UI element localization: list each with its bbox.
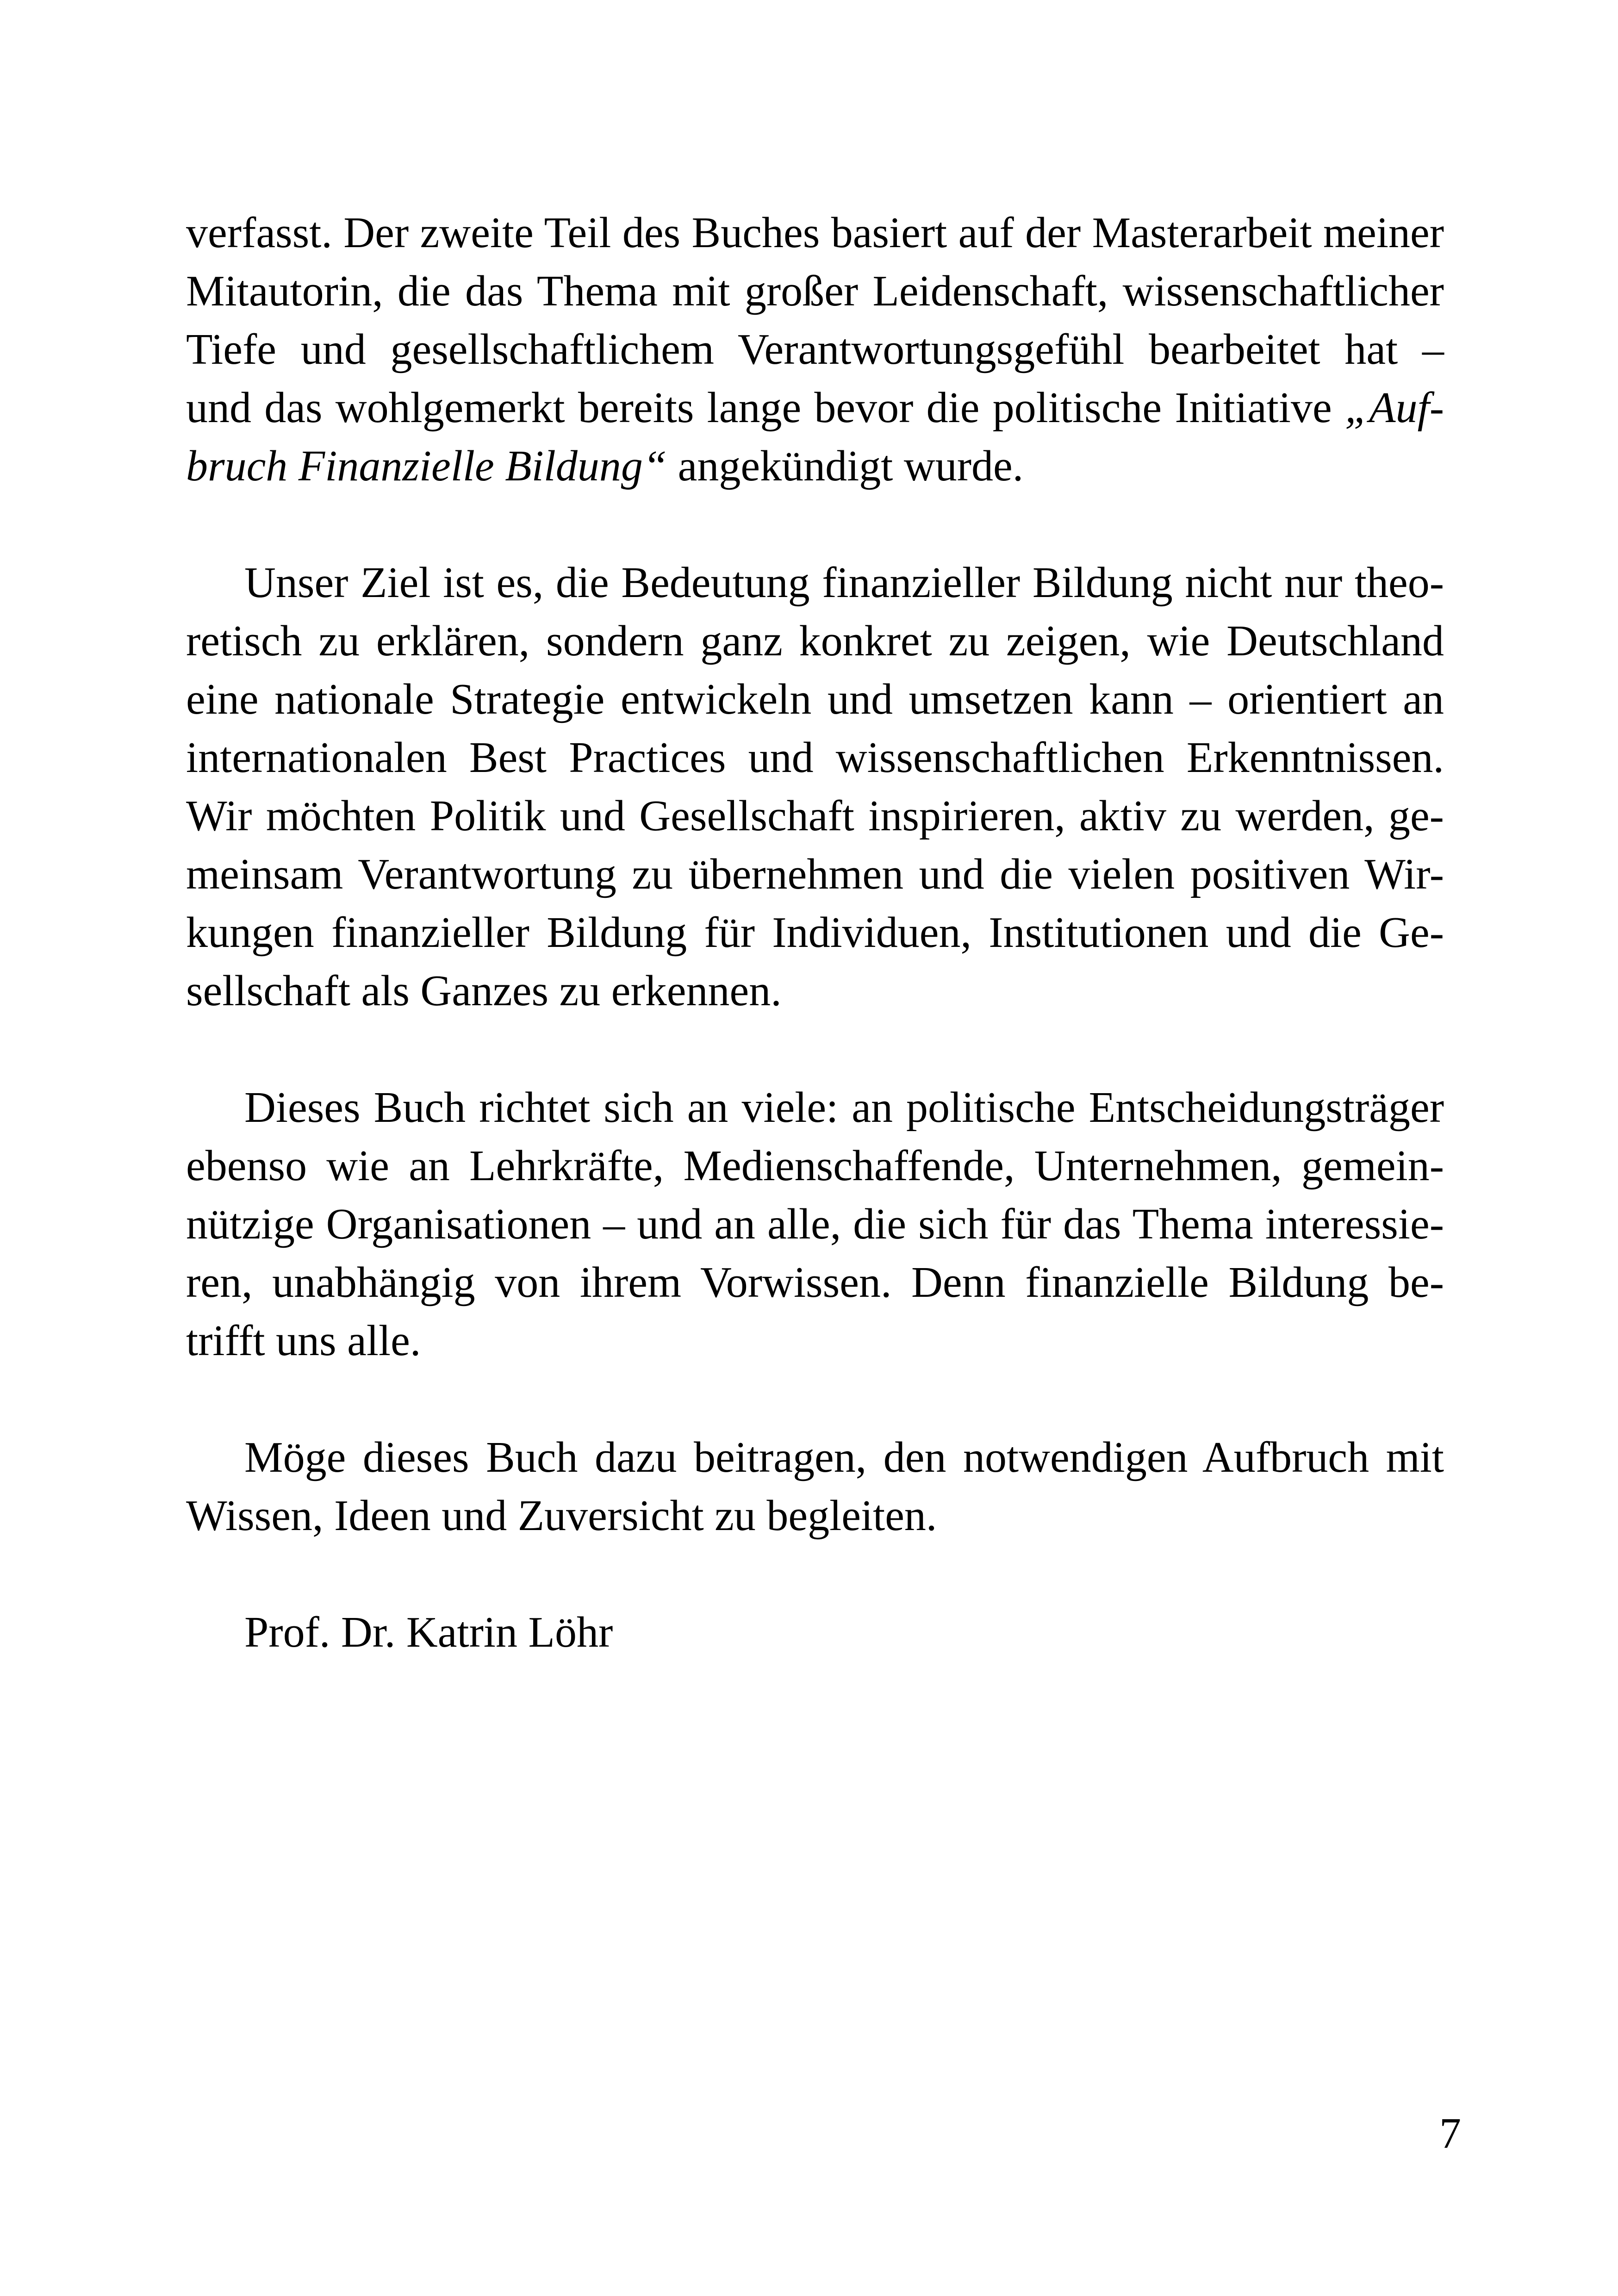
body-text [186,204,1444,1661]
text-run: und das wohlgemerkt bereits lange bevor die politische Initiative [186,384,1345,432]
text-line: Dieses Buch richtet sich an viele: an politische Entscheidungsträger [244,1083,1444,1132]
text-line: meinsam Verantwortung zu übernehmen und die vielen positiven Wir- [186,850,1444,898]
paragraph-goal [186,554,1444,1020]
text-line: Wir möchten Politik und Gesellschaft inspirieren, aktiv zu werden, ge- [186,792,1444,840]
text-line: retisch zu erklären, sondern ganz konkret zu zeigen, wie Deutschland [186,617,1444,665]
text-line: Möge dieses Buch dazu beitragen, den notwendigen Aufbruch mit [244,1433,1444,1481]
text-line [186,379,1444,437]
text-run: angekündigt wurde. [667,442,1024,490]
initiative-title-italic: „Auf- [1344,384,1444,432]
text-line [186,437,1444,495]
text-line: trifft uns alle. [186,1317,421,1365]
text-line: verfasst. Der zweite Teil des Buches basiert auf der Masterarbeit meiner [186,209,1444,257]
paragraph-audience [186,1078,1444,1370]
text-line: eine nationale Strategie entwickeln und umsetzen kann – orientiert an [186,675,1444,723]
text-line: ebenso wie an Lehrkräfte, Medienschaffende, Unternehmen, gemein- [186,1142,1444,1190]
author-signature: Prof. Dr. Katrin Löhr [244,1608,613,1656]
text-line: ren, unabhängig von ihrem Vorwissen. Denn finanzielle Bildung be- [186,1258,1444,1307]
text-line: sellschaft als Ganzes zu erkennen. [186,967,782,1015]
text-line: Unser Ziel ist es, die Bedeutung finanzieller Bildung nicht nur theo- [244,559,1444,607]
text-line: Mitautorin, die das Thema mit großer Leidenschaft, wissenschaftlicher [186,267,1444,315]
text-line: nützige Organisationen – und an alle, die sich für das Thema interessie- [186,1200,1444,1248]
text-line: internationalen Best Practices und wissenschaftlichen Erkenntnissen. [186,734,1444,782]
initiative-title-italic: bruch Finanzielle Bildung“ [186,442,667,490]
text-line: Wissen, Ideen und Zuversicht zu begleiten. [186,1492,937,1540]
page-number: 7 [1439,2109,1461,2158]
text-line: Tiefe und gesellschaftlichem Verantwortungsgefühl bearbeitet hat – [186,325,1444,373]
paragraph-closing [186,1428,1444,1545]
paragraph-continuation [186,204,1444,495]
text-line: kungen finanzieller Bildung für Individuen, Institutionen und die Ge- [186,908,1444,957]
